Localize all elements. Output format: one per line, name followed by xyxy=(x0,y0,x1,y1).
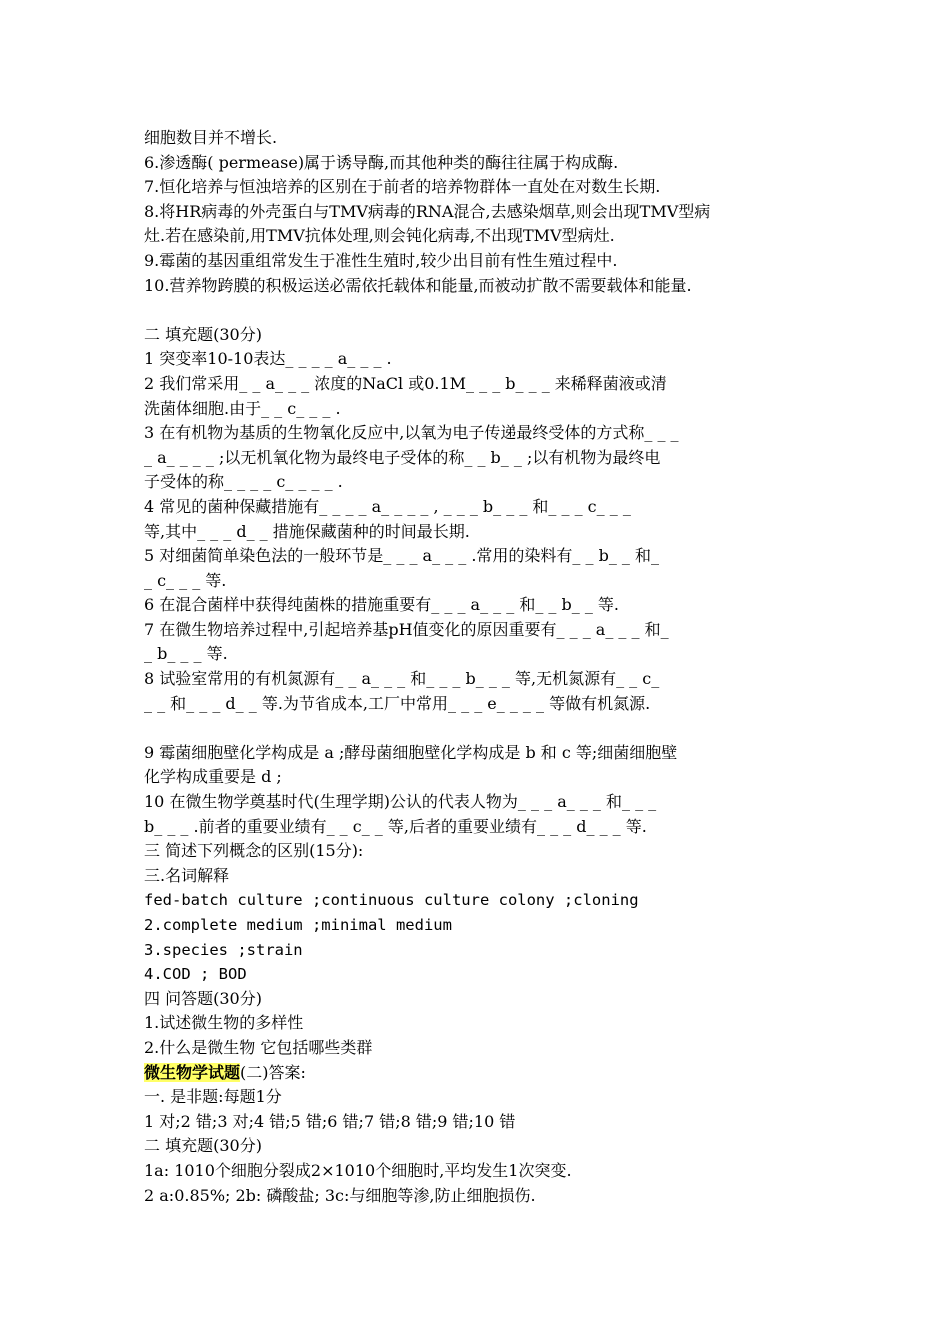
text-line: 8.将HR病毒的外壳蛋白与TMV病毒的RNA混合,去感染烟草,则会出现TMV型病 xyxy=(144,201,711,221)
text-line: _ a_ _ _ _ ;以无机氧化物为最终电子受体的称_ _ b_ _ ;以有机物为最终电 xyxy=(144,447,661,467)
text-line: 细胞数目并不增长. xyxy=(144,128,278,147)
text-line: 4 常见的菌种保藏措施有_ _ _ _ a_ _ _ _ , _ _ _ b_ _ _ 和_ _ _ c_ _ _ xyxy=(144,496,631,516)
text-line: 1.试述微生物的多样性 xyxy=(144,1013,304,1033)
text-line: 9 霉菌细胞壁化学构成是 a ;酵母菌细胞壁化学构成是 b 和 c 等;细菌细胞壁 xyxy=(144,742,678,762)
answer-line: 2 a:0.85%; 2b: 磷酸盐; 3c:与细胞等渗,防止细胞损伤. xyxy=(144,1185,536,1205)
text-line: 洗菌体细胞.由于_ _ c_ _ _ . xyxy=(144,398,341,418)
term-line: 4.COD ; BOD xyxy=(144,965,247,984)
text-line: 6.渗透酶( permease)属于诱导酶,而其他种类的酶往往属于构成酶. xyxy=(144,152,619,172)
section-heading: 二 填充题(30分) xyxy=(144,324,262,344)
text-line: 1 突变率10-10表达_ _ _ _ a_ _ _ . xyxy=(144,349,392,369)
text-line: 化学构成重要是 d ; xyxy=(144,767,282,787)
text-line: 灶.若在感染前,用TMV抗体处理,则会钝化病毒,不出现TMV型病灶. xyxy=(144,226,615,246)
text-line: 8 试验室常用的有机氮源有_ _ a_ _ _ 和_ _ _ b_ _ _ 等,无机氮源有_ _ c_ xyxy=(144,669,660,689)
section-heading: 四 问答题(30分) xyxy=(144,988,262,1008)
answer-heading-rest: (二)答案: xyxy=(240,1062,306,1082)
section-heading: 三 简述下列概念的区别(15分): xyxy=(144,841,364,861)
text-line: 6 在混合菌样中获得纯菌株的措施重要有_ _ _ a_ _ _ 和_ _ b_ _ 等. xyxy=(144,595,619,615)
text-line: 2 我们常采用_ _ a_ _ _ 浓度的NaCl 或0.1M_ _ _ b_ _ _ 来稀释菌液或清 xyxy=(144,373,667,393)
text-line: b_ _ _ .前者的重要业绩有_ _ c_ _ 等,后者的重要业绩有_ _ _ d_ _ _ 等. xyxy=(144,816,647,836)
section-heading: 三.名词解释 xyxy=(144,865,230,885)
text-line: 10 在微生物学奠基时代(生理学期)公认的代表人物为_ _ _ a_ _ _ 和_ _ _ xyxy=(144,792,657,812)
answer-heading xyxy=(144,1061,814,1086)
text-line: 等,其中_ _ _ d_ _ 措施保藏菌种的时间最长期. xyxy=(144,521,470,541)
term-line: fed-batch culture ;continuous culture colony ;cloning xyxy=(144,891,639,910)
text-line: 2.什么是微生物 它包括哪些类群 xyxy=(144,1037,373,1057)
text-line: 5 对细菌简单染色法的一般环节是_ _ _ a_ _ _ .常用的染料有_ _ b_ _ 和_ xyxy=(144,546,659,566)
blank-line xyxy=(144,716,814,741)
text-line: _ b_ _ _ 等. xyxy=(144,644,228,664)
text-line: 7 在微生物培养过程中,引起培养基pH值变化的原因重要有_ _ _ a_ _ _ 和_ xyxy=(144,619,669,639)
term-line: 3.species ;strain xyxy=(144,940,303,959)
text-line: 9.霉菌的基因重组常发生于准性生殖时,较少出目前有性生殖过程中. xyxy=(144,250,618,270)
term-line: 2.complete medium ;minimal medium xyxy=(144,916,452,934)
blank-line xyxy=(144,298,814,323)
text-line: _ _ 和_ _ _ d_ _ 等.为节省成本,工厂中常用_ _ _ e_ _ _ _ 等做有机氮源. xyxy=(144,693,651,713)
answer-line: 1 对;2 错;3 对;4 错;5 错;6 错;7 错;8 错;9 错;10 错 xyxy=(144,1111,516,1131)
answer-line: 一. 是非题:每题1分 xyxy=(144,1087,282,1107)
text-line: 10.营养物跨膜的积极运送必需依托载体和能量,而被动扩散不需要载体和能量. xyxy=(144,275,692,295)
text-line: 子受体的称_ _ _ _ c_ _ _ _ . xyxy=(144,472,343,492)
answer-heading-highlight: 微生物学试题 xyxy=(144,1062,241,1082)
document-page xyxy=(144,126,814,1208)
answer-line: 1a: 1010个细胞分裂成2×1010个细胞时,平均发生1次突变. xyxy=(144,1160,572,1180)
text-line: 7.恒化培养与恒浊培养的区别在于前者的培养物群体一直处在对数生长期. xyxy=(144,177,661,197)
text-line: _ c_ _ _ 等. xyxy=(144,570,227,590)
answer-line: 二 填充题(30分) xyxy=(144,1136,262,1156)
text-line: 3 在有机物为基质的生物氧化反应中,以氧为电子传递最终受体的方式称_ _ _ xyxy=(144,423,679,443)
